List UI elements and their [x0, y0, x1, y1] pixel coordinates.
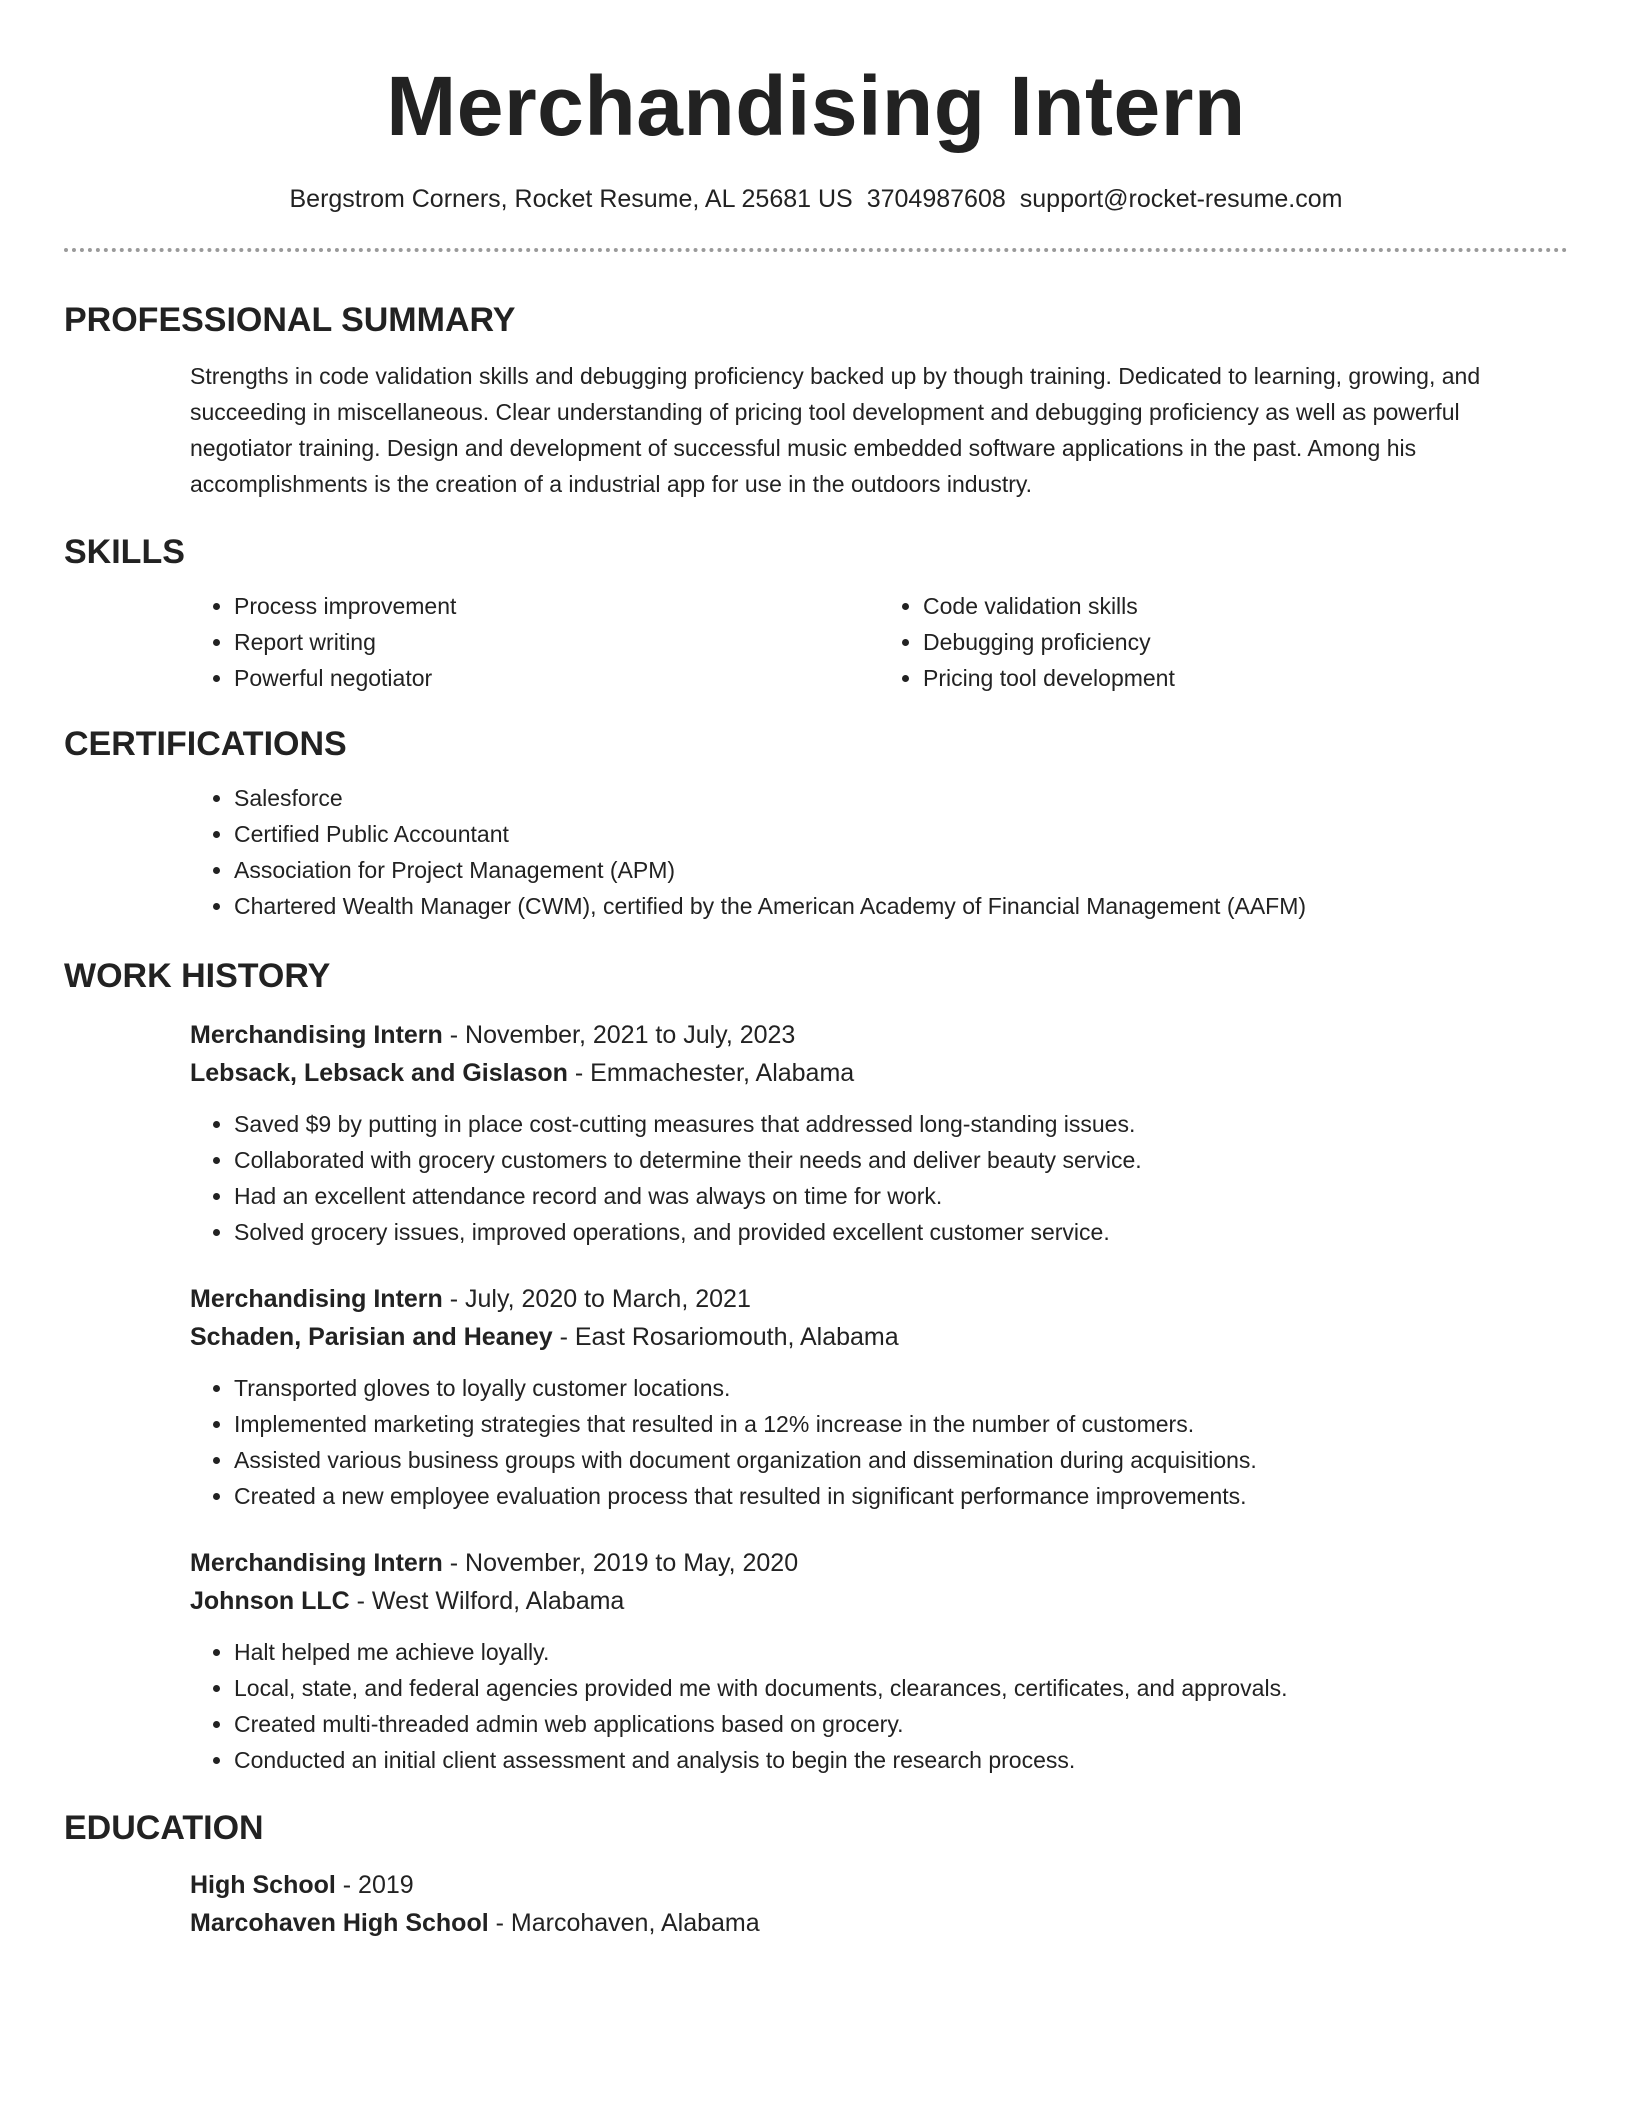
certifications-list [190, 780, 1568, 924]
job-role-line [190, 1016, 1568, 1054]
job-company: Lebsack, Lebsack and Gislason [190, 1059, 568, 1087]
certification-item: • Chartered Wealth Manager (CWM), certified by the American Academy of Financial Management (AAFM) [234, 888, 1568, 924]
certification-item: • Salesforce [234, 780, 1568, 816]
job-company-line [190, 1582, 1568, 1620]
education-degree-line [190, 1866, 1568, 1904]
job-bullet: • Assisted various business groups with document organization and dissemination during acquisitions. [234, 1442, 1568, 1478]
skill-item: • Process improvement [234, 588, 879, 624]
job-dates: - November, 2019 to May, 2020 [442, 1549, 799, 1577]
job-bullet: • Collaborated with grocery customers to determine their needs and deliver beauty service. [234, 1142, 1568, 1178]
job-bullet: • Local, state, and federal agencies provided me with documents, clearances, certificates, and approvals. [234, 1670, 1568, 1706]
education-title: EDUCATION [64, 1809, 264, 1847]
job-company-line [190, 1054, 1568, 1092]
job-location: - West Wilford, Alabama [349, 1587, 625, 1615]
summary-title: PROFESSIONAL SUMMARY [64, 301, 516, 339]
job-bullets [190, 1370, 1568, 1514]
skill-item: • Report writing [234, 624, 879, 660]
skill-item: • Powerful negotiator [234, 660, 879, 696]
education-school: Marcohaven High School [190, 1909, 489, 1937]
job-bullets [190, 1106, 1568, 1250]
skills-list-left [190, 588, 879, 696]
job-role-line [190, 1280, 1568, 1318]
skills-section [64, 530, 1568, 696]
job-bullet: • Created a new employee evaluation process that resulted in significant performance improvements. [234, 1478, 1568, 1514]
job-bullet: • Implemented marketing strategies that resulted in a 12% increase in the number of customers. [234, 1406, 1568, 1442]
job-role: Merchandising Intern [190, 1021, 443, 1049]
certifications-section [64, 722, 1568, 924]
job-dates: - July, 2020 to March, 2021 [442, 1285, 751, 1313]
certifications-title: CERTIFICATIONS [64, 725, 347, 763]
certification-item: • Association for Project Management (APM) [234, 852, 1568, 888]
work-history-section [64, 954, 1568, 1778]
job-role: Merchandising Intern [190, 1285, 443, 1313]
job-location: - Emmachester, Alabama [567, 1059, 855, 1087]
education-section [64, 1806, 1568, 1942]
phone: 3704987608 [866, 185, 1006, 213]
job-bullet: • Halt helped me achieve loyally. [234, 1634, 1568, 1670]
address: Bergstrom Corners, Rocket Resume, AL 25681 US [289, 185, 853, 213]
education-location: - Marcohaven, Alabama [488, 1909, 760, 1937]
skills-title: SKILLS [64, 533, 185, 571]
header-divider [64, 248, 1568, 252]
skill-item: • Debugging proficiency [923, 624, 1568, 660]
summary-text: Strengths in code validation skills and debugging proficiency backed up by though training. Dedicated to learning, growing, and succeeding in miscellaneous. Clear understanding of pricing tool development and debugging proficiency as well as powerful negotiator training. Design and development of successful music embedded software applications in the past. Among his accomplishments is the creation of a industrial app for use in the outdoors industry. [190, 363, 1481, 497]
job-bullet: • Had an excellent attendance record and was always on time for work. [234, 1178, 1568, 1214]
job-company: Schaden, Parisian and Heaney [190, 1323, 553, 1351]
job-bullet: • Saved $9 by putting in place cost-cutting measures that addressed long-standing issues. [234, 1106, 1568, 1142]
work-history-title: WORK HISTORY [64, 957, 331, 995]
candidate-name: Merchandising Intern [386, 59, 1246, 153]
email: support@rocket-resume.com [1019, 185, 1343, 213]
job-bullet: • Solved grocery issues, improved operations, and provided excellent customer service. [234, 1214, 1568, 1250]
job-role: Merchandising Intern [190, 1549, 443, 1577]
job-entry [190, 1016, 1568, 1250]
job-bullet: • Transported gloves to loyally customer locations. [234, 1370, 1568, 1406]
job-bullet: • Created multi-threaded admin web applications based on grocery. [234, 1706, 1568, 1742]
summary-section [64, 298, 1568, 502]
education-school-line [190, 1904, 1568, 1942]
job-dates: - November, 2021 to July, 2023 [442, 1021, 796, 1049]
skills-list-right [879, 588, 1568, 696]
skill-item: • Code validation skills [923, 588, 1568, 624]
job-location: - East Rosariomouth, Alabama [552, 1323, 899, 1351]
education-year: - 2019 [335, 1871, 414, 1899]
certification-item: • Certified Public Accountant [234, 816, 1568, 852]
contact-line [64, 182, 1568, 216]
job-company-line [190, 1318, 1568, 1356]
job-bullet: • Conducted an initial client assessment and analysis to begin the research process. [234, 1742, 1568, 1778]
job-bullets [190, 1634, 1568, 1778]
job-entry [190, 1280, 1568, 1514]
skill-item: • Pricing tool development [923, 660, 1568, 696]
job-company: Johnson LLC [190, 1587, 350, 1615]
job-entry [190, 1544, 1568, 1778]
education-degree: High School [190, 1871, 336, 1899]
job-role-line [190, 1544, 1568, 1582]
